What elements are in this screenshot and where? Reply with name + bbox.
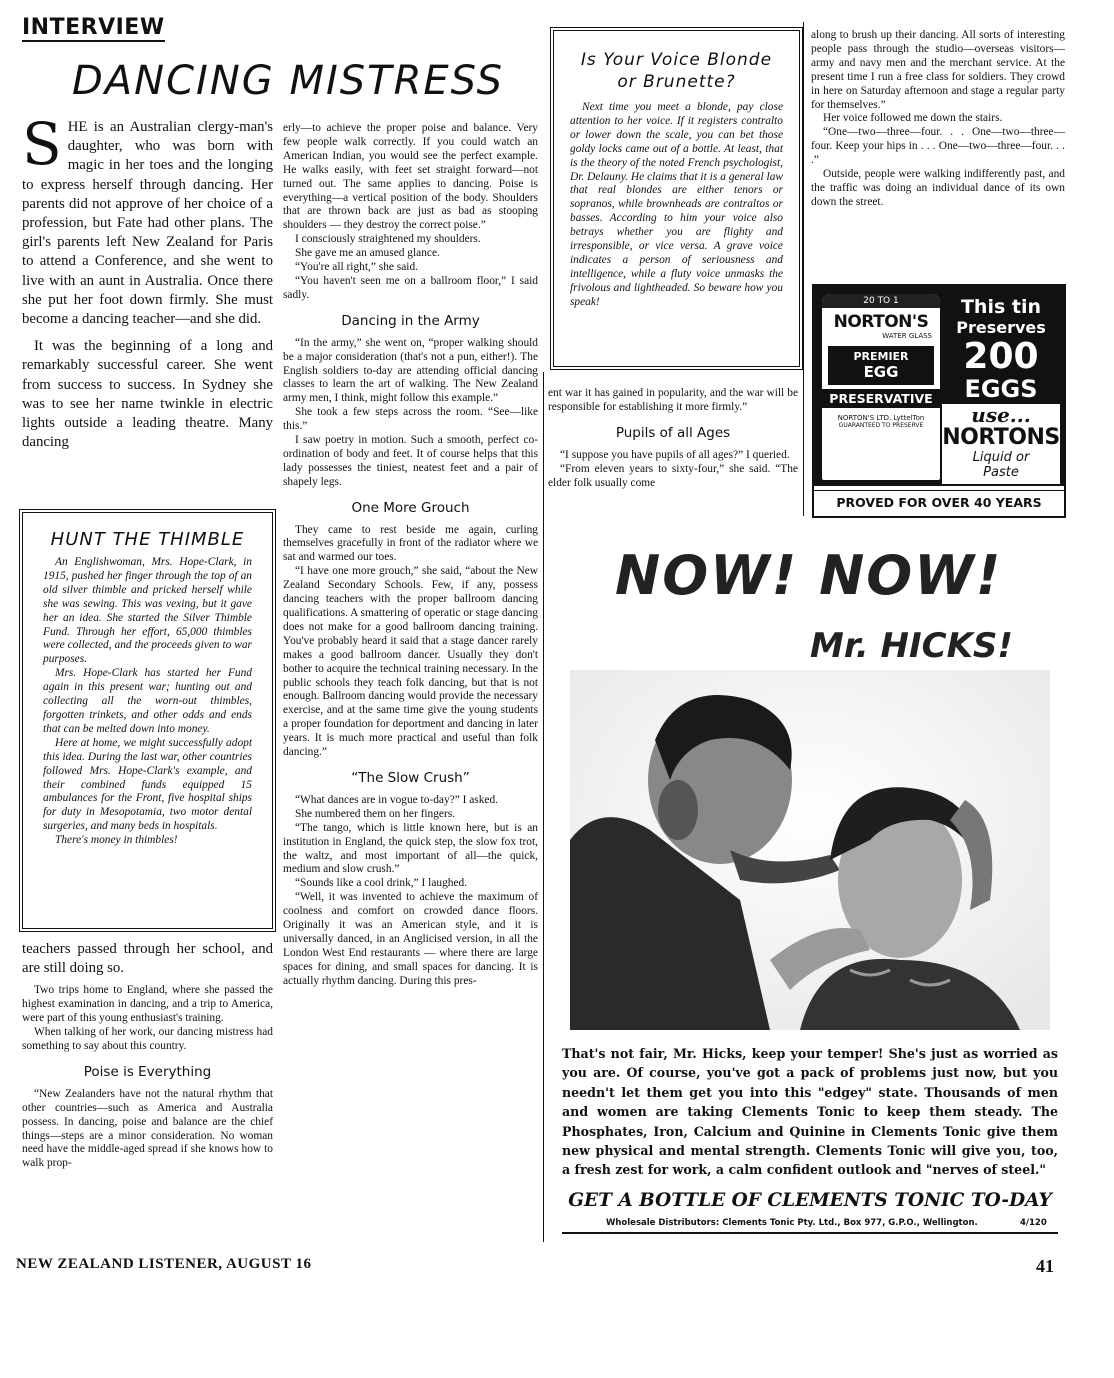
ad-subhead: Mr. HICKS! [810,626,1013,666]
paragraph: It was the beginning of a long and remarkably successful career. She went from success to success. In Sydney she was to see her name twinkle in electric lights outside a leading theatre. Many dancing [22,338,273,451]
paragraph: “You're all right,” she said. [295,261,419,274]
paragraph: “What dances are in vogue to-day?” I asked. [295,793,499,806]
paragraph: “You haven't seen me on a ballroom floor,” I said sadly. [283,274,538,301]
page-number: 41 [1036,1256,1054,1276]
paragraph: “In the army,” she went on, “proper walking should be a major consideration (that's not a pun, either!). The English soldiers to-day are attending official dancing classes to learn the art of walking. The New Zealand army men, I think, might follow this example.” [283,336,538,405]
box-paragraph: An Englishwoman, Mrs. Hope-Clark, in 1915, pushed her finger through the top of an old silver thimble and pricked herself while she was sewing. This was vexing, but it gave her an idea. She started the Silver Thimble Fund. Through her effort, 65,000 thimbles were collected, and the proceeds given to war purposes. [43,556,252,666]
ad-code: 4/120 [1020,1218,1047,1228]
paragraph: “From eleven years to sixty-four,” she said. “The elder folk usually come [548,462,798,489]
column-4 [811,29,1065,210]
paragraph: teachers passed through her school, and are still doing so. [22,941,273,977]
paragraph: Outside, people were walking indifferently past, and the traffic was doing an individual dance of its own down the street. [811,168,1065,208]
subhead: Poise is Everything [83,1063,212,1080]
paragraph: I consciously straightened my shoulders. [295,233,481,246]
paragraph: She gave me an amused glance. [295,247,440,260]
ad-cta: GET A BOTTLE OF CLEMENTS TONIC TO-DAY [568,1190,1052,1211]
paragraph: They came to rest beside me again, curling themselves gracefully in front of the radiator where we sat and warmed our toes. [283,523,538,564]
paragraph: “I suppose you have pupils of all ages?” I queried. [560,448,790,461]
ad-headline: NOW! NOW! [615,544,1003,607]
paragraph: “Well, it was invented to achieve the maximum of coolness and comfort on crowded dance floors. Originally it was an American style, and it is universally danced, in an Anglicised version, in all the London West End restaurants — where there are large spaces for dining, and small spaces for dancing. It is actually rhythm dancing. During this pres- [283,891,538,987]
box-paragraph: Here at home, we might successfully adopt this idea. During the last war, other countries followed Mrs. Hope-Clark's example, and their combined funds equipped 15 ambulances for the Front, five hospital ships for duty in Mesopotamia, two motor dental surgeries, and many beds in hospitals. [43,736,252,833]
ad-brand-panel: use... NORTONS Liquid or Paste [942,404,1060,484]
paragraph: along to brush up their dancing. All sorts of interesting people pass through the studio—overseas visitors—army and navy men and the merchant service. At the present time I run a free class for soldiers. They crowd in here on Saturday afternoon and stage a regular party for themselves.” [811,29,1065,111]
paragraph: When talking of her work, our dancing mistress had something to say about this country. [22,1026,273,1053]
subhead: Pupils of all Ages [615,424,731,441]
paragraph: Two trips home to England, where she passed the highest examination in dancing, and a trip to America, were part of this young enthusiast's training. [22,984,273,1025]
paragraph: erly—to achieve the proper poise and balance. Very few people walk correctly. If you could watch an American Indian, you would see the perfect example. He walks easily, with feet set straight forward—not turned out. The same applies to dancing. Poise is everything—a vertical position of the body. Shoulders that are thrown back are just as bad as stooping shoulders — they destroy the correct poise.” [283,122,538,232]
column-3 [548,387,798,490]
tin-subtitle: WATER GLASS [882,332,932,340]
nortons-ad [812,284,1066,518]
paragraph: “Sounds like a cool drink,” I laughed. [295,877,468,890]
intro-paragraph: SHE is an Australian clergy-man's daughter, who was born with magic in her toes and the longing to express herself through dancing. Her parents did not approve of her choice of a profession, but Fate had other plans. The girl's parents left New Zealand for Paris to attend a Conference, and she went to live with an aunt in Australia. Once there she put her foot down firmly. She must become a dancing teacher—and she did. [22,110,273,328]
tin-preservative: PRESERVATIVE [822,389,940,408]
tin-brand: NORTON'S [833,312,929,332]
box-paragraph: Next time you meet a blonde, pay close attention to her voice. If it registers contralto or lower down the scale, you can bet those goldy locks came out of a bottle. At least, that is the theory of the noted French psychologist, Dr. Delauny. He claims that it is a general law that real blondes are either tenors or sopranos, while brownheads are contraltos or basses. According to him your voice also betrays whether you are flighty and irresponsible, or vice versa. A grave voice indicates a person of seriousness and intelligence, while a fluty voice unmasks the frivolous and lightheaded. So beware how you speak! [570,101,783,308]
voice-box [553,30,800,367]
paragraph: She numbered them on her fingers. [295,807,456,820]
box-paragraph: Mrs. Hope-Clark has started her Fund again in this present war; hunting out and collecting all the worn-out thimbles, forgotten trinkets, and other odds and ends that can be melted down into money. [43,667,252,735]
paragraph: “I have one more grouch,” she said, “about the New Zealand Secondary Schools. Few, if any, possess dancing teachers with the proper ballroom dancing qualifications. A smattering of operatic or stage dancing does not make for a good ballroom dancing training. You've probably heard it said that a stage dancer rarely makes a good ballroom dancer. Usually they don't bother to acquire the technical training necessary. In the public schools they teach folk dancing, but that is not enough. Ballroom dancing would provide the necessary exercise, and at the same time give the young students a proper foundation for deportment and dancing in later years. It is much more practical and useful than folk dancing.” [283,565,538,759]
paragraph: “One—two—three—four. . . One—two—three—four. Keep your hips in . . . One—two—three—four. . . .” [811,126,1065,167]
paragraph: ent war it has gained in popularity, and the war will be responsible for establishing it more firmly.” [548,387,798,413]
column-rule [543,372,544,1242]
footer-publication: NEW ZEALAND LISTENER, AUGUST 16 [16,1256,312,1272]
ad-distributors: Wholesale Distributors: Clements Tonic Pty. Ltd., Box 977, G.P.O., Wellington. [606,1218,978,1228]
couple-photo [570,670,1050,1030]
column-1-top [22,110,273,452]
box-title: HUNT THE THIMBLE [50,529,245,550]
column-1-bottom [22,940,273,1171]
box-paragraph: There's money in thimbles! [55,834,178,847]
paragraph: Her voice followed me down the stairs. [823,112,1003,125]
column-2 [283,122,538,989]
subhead: One More Grouch [351,499,470,516]
section-label: INTERVIEW [22,15,165,40]
drop-cap: S [22,110,62,178]
clements-ad [560,530,1060,1240]
paragraph: “New Zealanders have not the natural rhythm that other countries—such as America and Australia possess. In dancing, poise and balance are the chief things—steps are a minor consideration. No woman need have the middle-aged spread if she knows how to walk prop- [22,1087,273,1170]
egg-tin-image [820,292,942,482]
ad-tagline: This tin Preserves 200 EGGS [956,296,1046,403]
tin-lid: 20 TO 1 [822,294,940,308]
tin-guarantee: GUARANTEED TO PRESERVE [838,422,924,429]
ad-proved-line: PROVED FOR OVER 40 YEARS [814,490,1064,510]
paragraph: I saw poetry in motion. Such a smooth, perfect co-ordination of body and feet. It of course helps that this lady possesses the tiniest, neatest feet and a pair of shapely legs. [283,434,538,488]
headline: DANCING MISTRESS [72,58,504,104]
hunt-the-thimble-box [22,512,273,929]
ad-body: That's not fair, Mr. Hicks, keep your temper! She's just as worried as you are. Of course, you've got a pack of problems just now, but you needn't let them get you into this "edgey" state. Thousands of men and women are taking Clements Tonic to keep them steady. The Phosphates, Iron, Calcium and Quinine in Clements Tonic give them new physical and mental strength. Clements Tonic will give you, too, a fresh zest for work, a calm confident outlook and "nerves of steel." [562,1046,1058,1178]
box-title: Is Your Voice Blonde or Brunette? [580,50,773,92]
column-rule [803,22,804,516]
paragraph: She took a few steps across the room. “See—like this.” [283,406,538,433]
subhead: “The Slow Crush” [351,769,470,786]
ad-rule [562,1232,1058,1234]
subhead: Dancing in the Army [341,312,480,329]
tin-maker: NORTON'S LTD. LyttelTon [837,414,925,422]
paragraph: “The tango, which is little known here, but is an institution in England, the quick step, the slow fox trot, the waltz, and most important of all—the quick, medium and slow crush.” [283,821,538,876]
tin-label: PREMIER EGG [828,346,934,385]
